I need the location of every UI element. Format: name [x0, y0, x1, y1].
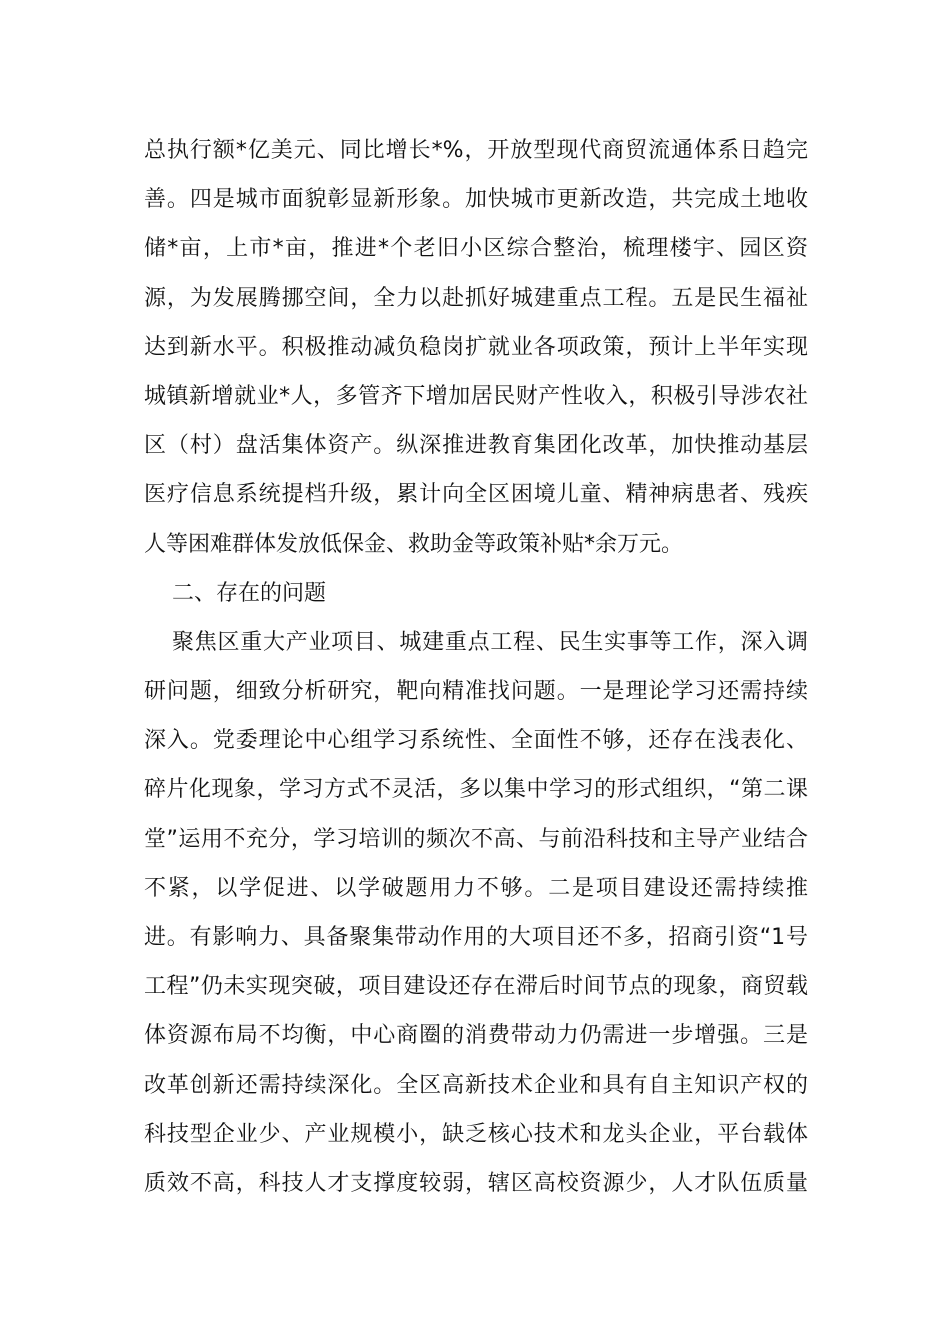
text-line: 区（村）盘活集体资产。纵深推进教育集团化改革，加快推动基层	[144, 433, 808, 459]
text-line: 进。有影响力、具备聚集带动作用的大项目还不多，招商引资“1号	[144, 925, 808, 950]
text-line: 体资源布局不均衡，中心商圈的消费带动力仍需进一步增强。三是	[144, 1023, 808, 1049]
text-line: 达到新水平。积极推动减负稳岗扩就业各项政策，预计上半年实现	[144, 334, 808, 360]
text-line: 不紧，以学促进、以学破题用力不够。二是项目建设还需持续推	[144, 875, 808, 901]
section-heading: 二、存在的问题	[172, 580, 327, 606]
text-line: 科技型企业少、产业规模小，缺乏核心技术和龙头企业，平台载体	[144, 1121, 808, 1147]
text-line: 总执行额*亿美元、同比增长*%，开放型现代商贸流通体系日趋完	[144, 138, 808, 163]
text-line: 工程”仍未实现突破，项目建设还存在滞后时间节点的现象，商贸载	[144, 974, 808, 1000]
text-line: 储*亩，上市*亩，推进*个老旧小区综合整治，梳理楼宇、园区资	[144, 236, 808, 262]
text-line: 深入。党委理论中心组学习系统性、全面性不够，还存在浅表化、	[144, 728, 808, 754]
text-line: 质效不高，科技人才支撑度较弱，辖区高校资源少，人才队伍质量	[144, 1170, 808, 1196]
text-line: 研问题，细致分析研究，靶向精准找问题。一是理论学习还需持续	[144, 679, 808, 705]
text-line: 聚焦区重大产业项目、城建重点工程、民生实事等工作，深入调	[172, 629, 808, 655]
body-text	[144, 126, 808, 1208]
text-line: 堂”运用不充分，学习培训的频次不高、与前沿科技和主导产业结合	[144, 826, 808, 852]
text-line: 碎片化现象，学习方式不灵活，多以集中学习的形式组织，“第二课	[144, 777, 808, 803]
text-line: 医疗信息系统提档升级，累计向全区困境儿童、精神病患者、残疾	[144, 482, 808, 508]
text-line: 城镇新增就业*人，多管齐下增加居民财产性收入，积极引导涉农社	[144, 383, 808, 409]
text-line: 源，为发展腾挪空间，全力以赴抓好城建重点工程。五是民生福祉	[144, 285, 808, 311]
text-line: 改革创新还需持续深化。全区高新技术企业和具有自主知识产权的	[144, 1072, 808, 1098]
text-line: 人等困难群体发放低保金、救助金等政策补贴*余万元。	[144, 531, 684, 557]
text-line: 善。四是城市面貌彰显新形象。加快城市更新改造，共完成土地收	[144, 187, 808, 213]
